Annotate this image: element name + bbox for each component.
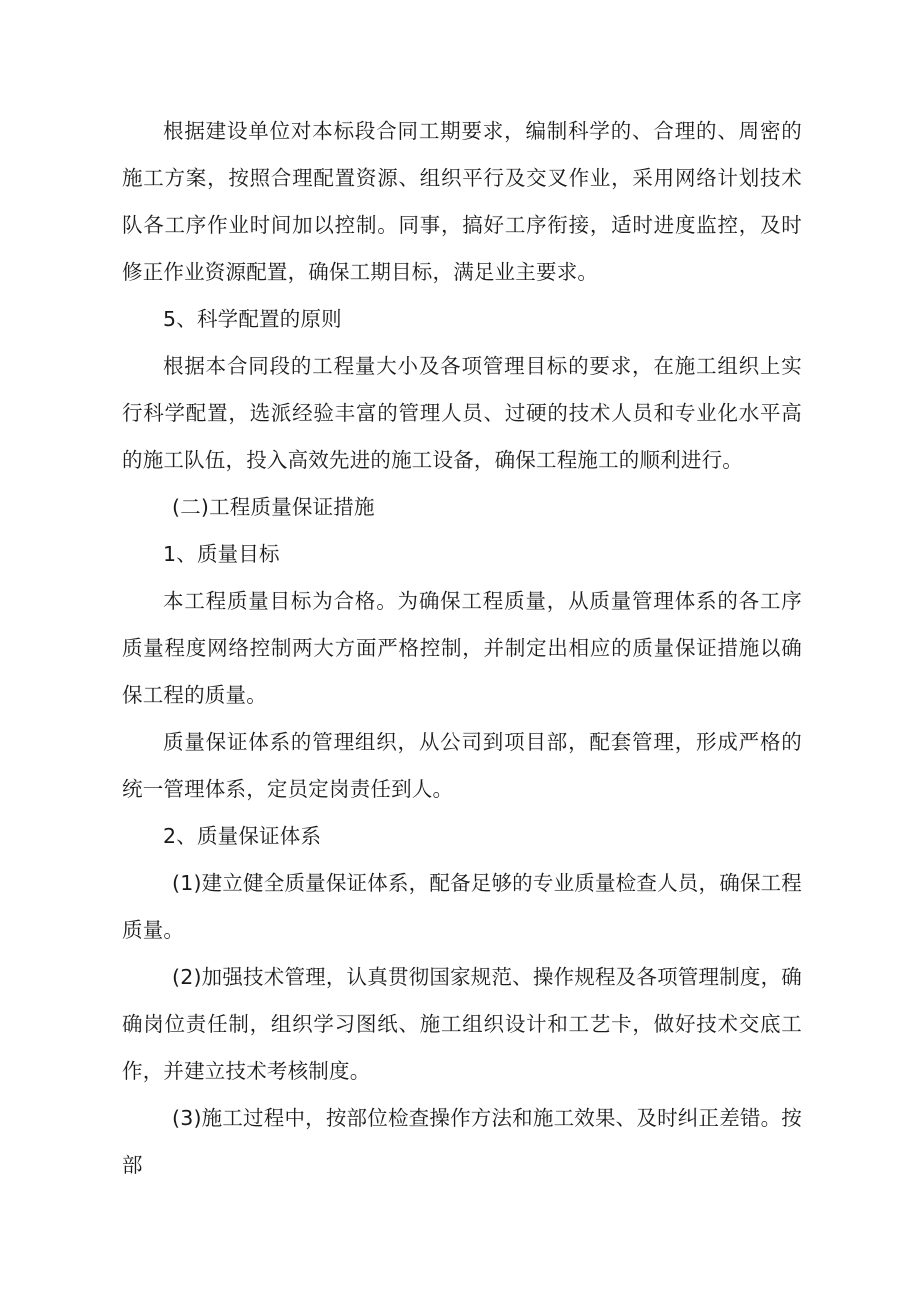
paragraph-quality-target: 本工程质量目标为合格。为确保工程质量，从质量管理体系的各工序质量程度网络控制两大方面严格控制，并制定出相应的质量保证措施以确保工程的质量。 <box>122 589 802 707</box>
list-item-1: (1)建立健全质量保证体系，配备足够的专业质量检查人员，确保工程质量。 <box>122 871 802 942</box>
paragraph-quality-organization: 质量保证体系的管理组织，从公司到项目部，配套管理，形成严格的统一管理体系，定员定岗责任到人。 <box>122 730 802 801</box>
heading-quality-system: 2、质量保证体系 <box>163 824 322 848</box>
paragraph-schedule-plan: 根据建设单位对本标段合同工期要求，编制科学的、合理的、周密的施工方案，按照合理配置资源、组织平行及交叉作业，采用网络计划技术队各工序作业时间加以控制。同事，搞好工序衔接，适时进度监控，及时修正作业资源配置，确保工期目标，满足业主要求。 <box>122 119 802 284</box>
document-body <box>122 108 802 1189</box>
heading-quality-target: 1、质量目标 <box>163 542 280 566</box>
list-item-3: (3)施工过程中，按部位检查操作方法和施工效果、及时纠正差错。按部 <box>122 1106 802 1177</box>
paragraph-allocation-detail: 根据本合同段的工程量大小及各项管理目标的要求，在施工组织上实行科学配置，选派经验丰富的管理人员、过硬的技术人员和专业化水平高的施工队伍，投入高效先进的施工设备，确保工程施工的顺利进行。 <box>122 354 802 472</box>
heading-quality-measures: (二)工程质量保证措施 <box>172 495 375 519</box>
list-item-2: (2)加强技术管理，认真贯彻国家规范、操作规程及各项管理制度，确确岗位责任制，组织学习图纸、施工组织设计和工艺卡，做好技术交底工作，并建立技术考核制度。 <box>122 965 802 1083</box>
heading-scientific-allocation: 5、科学配置的原则 <box>163 307 342 331</box>
